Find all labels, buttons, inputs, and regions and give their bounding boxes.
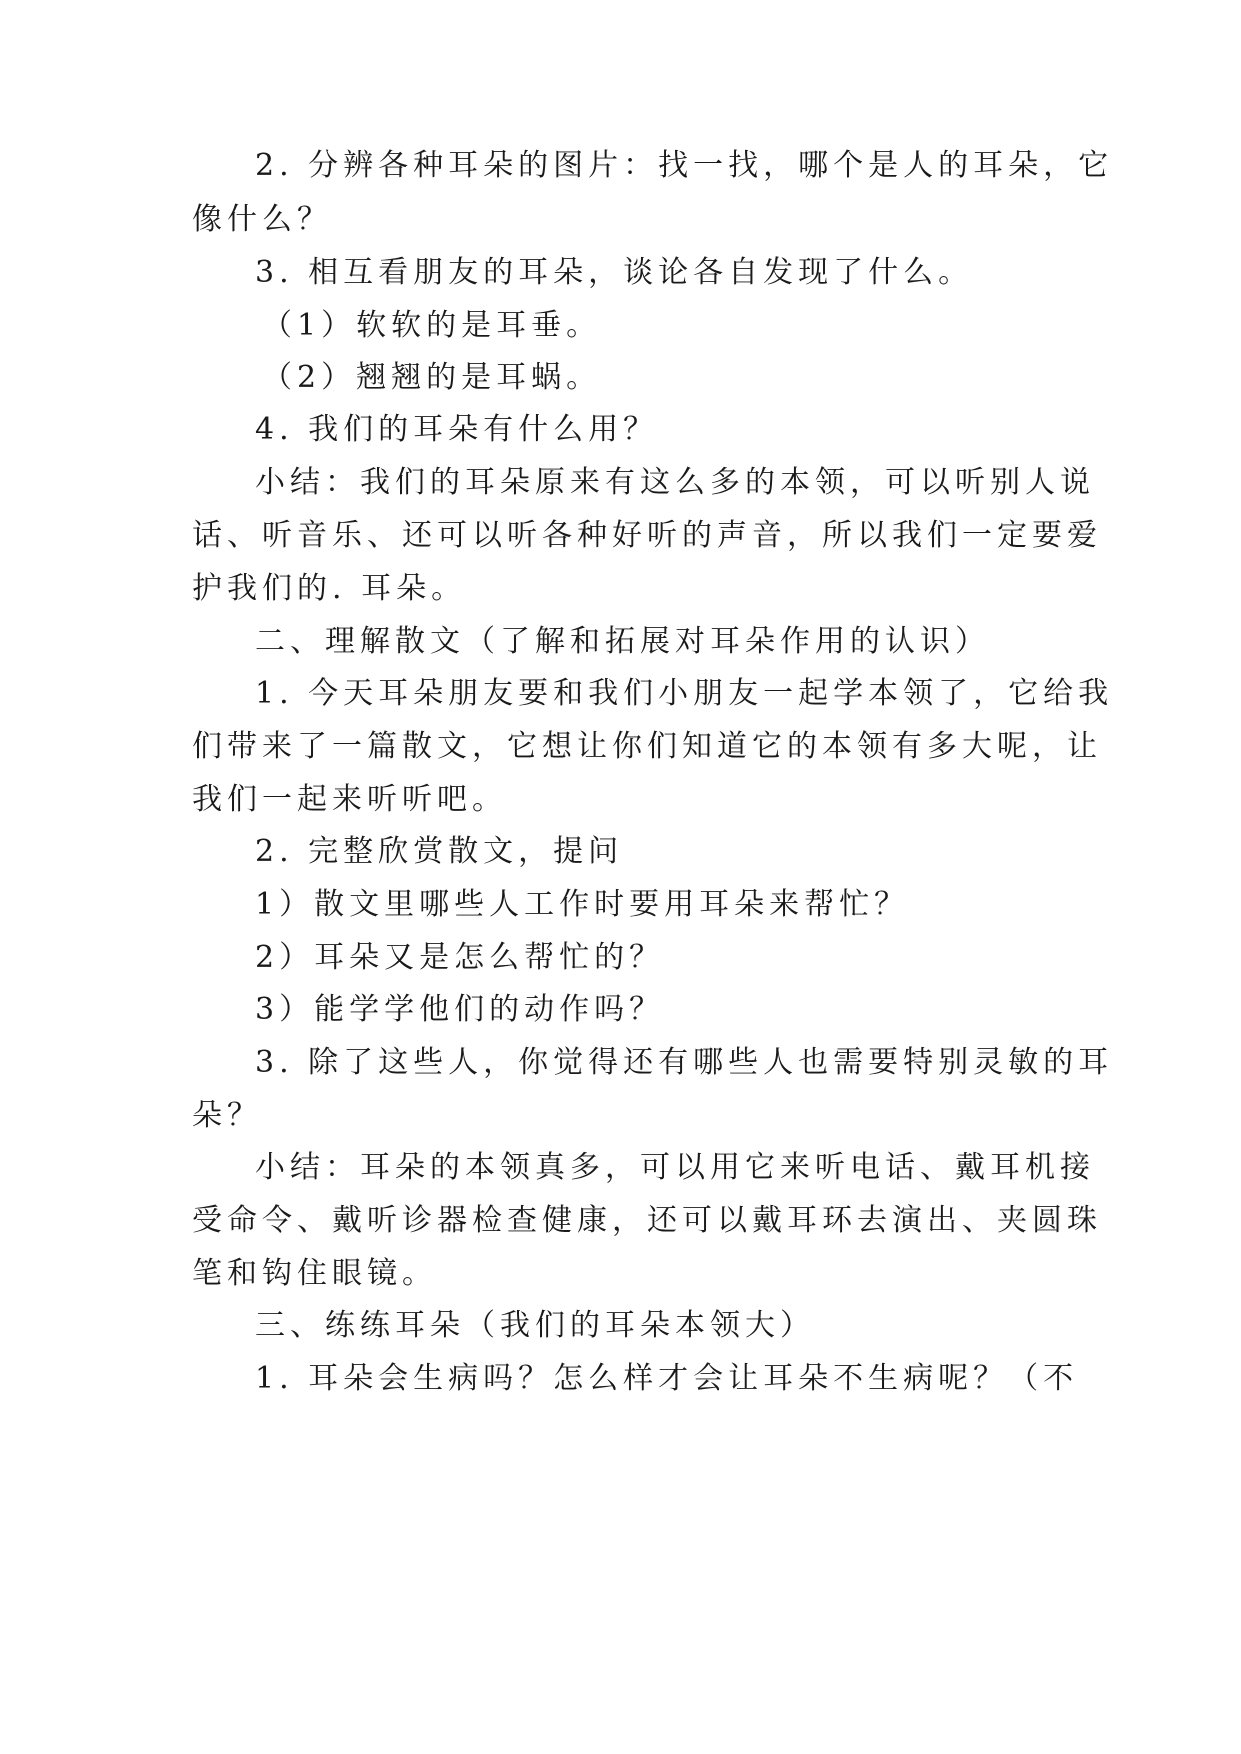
paragraph-line: 2. 完整欣赏散文，提问 — [255, 834, 624, 869]
list-item: 1）散文里哪些人工作时要用耳朵来帮忙？ — [255, 887, 910, 922]
paragraph-line: 们带来了一篇散文，它想让你们知道它的本领有多大呢，让 — [192, 729, 1102, 764]
list-item: （2）翘翘的是耳蜗。 — [262, 360, 602, 395]
paragraph-line: 3. 相互看朋友的耳朵，谈论各自发现了什么。 — [255, 255, 974, 290]
list-item: 3）能学学他们的动作吗？ — [255, 992, 665, 1027]
paragraph-line: 2. 分辨各种耳朵的图片：找一找，哪个是人的耳朵，它 — [255, 148, 1114, 183]
paragraph-line: 话、听音乐、还可以听各种好听的声音，所以我们一定要爱 — [192, 518, 1102, 553]
paragraph-line: 3. 除了这些人，你觉得还有哪些人也需要特别灵敏的耳 — [255, 1045, 1114, 1080]
section-heading: 三、练练耳朵（我们的耳朵本领大） — [255, 1308, 815, 1343]
paragraph-line: 笔和钩住眼镜。 — [192, 1256, 437, 1291]
paragraph-line: 4. 我们的耳朵有什么用？ — [255, 412, 659, 447]
list-item: （1）软软的是耳垂。 — [262, 308, 602, 343]
paragraph-line: 朵？ — [192, 1098, 262, 1133]
section-heading: 二、理解散文（了解和拓展对耳朵作用的认识） — [255, 624, 990, 659]
paragraph-line: 小结：我们的耳朵原来有这么多的本领，可以听别人说 — [255, 465, 1095, 500]
list-item: 2）耳朵又是怎么帮忙的？ — [255, 940, 665, 975]
paragraph-line: 1. 今天耳朵朋友要和我们小朋友一起学本领了，它给我 — [255, 676, 1114, 711]
paragraph-line: 护我们的. 耳朵。 — [192, 571, 467, 606]
paragraph-line: 受命令、戴听诊器检查健康，还可以戴耳环去演出、夹圆珠 — [192, 1203, 1102, 1238]
paragraph-line: 1. 耳朵会生病吗？怎么样才会让耳朵不生病呢？（不 — [255, 1361, 1079, 1396]
paragraph-line: 像什么？ — [192, 202, 332, 237]
paragraph-line: 我们一起来听听吧。 — [192, 782, 507, 817]
paragraph-line: 小结：耳朵的本领真多，可以用它来听电话、戴耳机接 — [255, 1150, 1095, 1185]
